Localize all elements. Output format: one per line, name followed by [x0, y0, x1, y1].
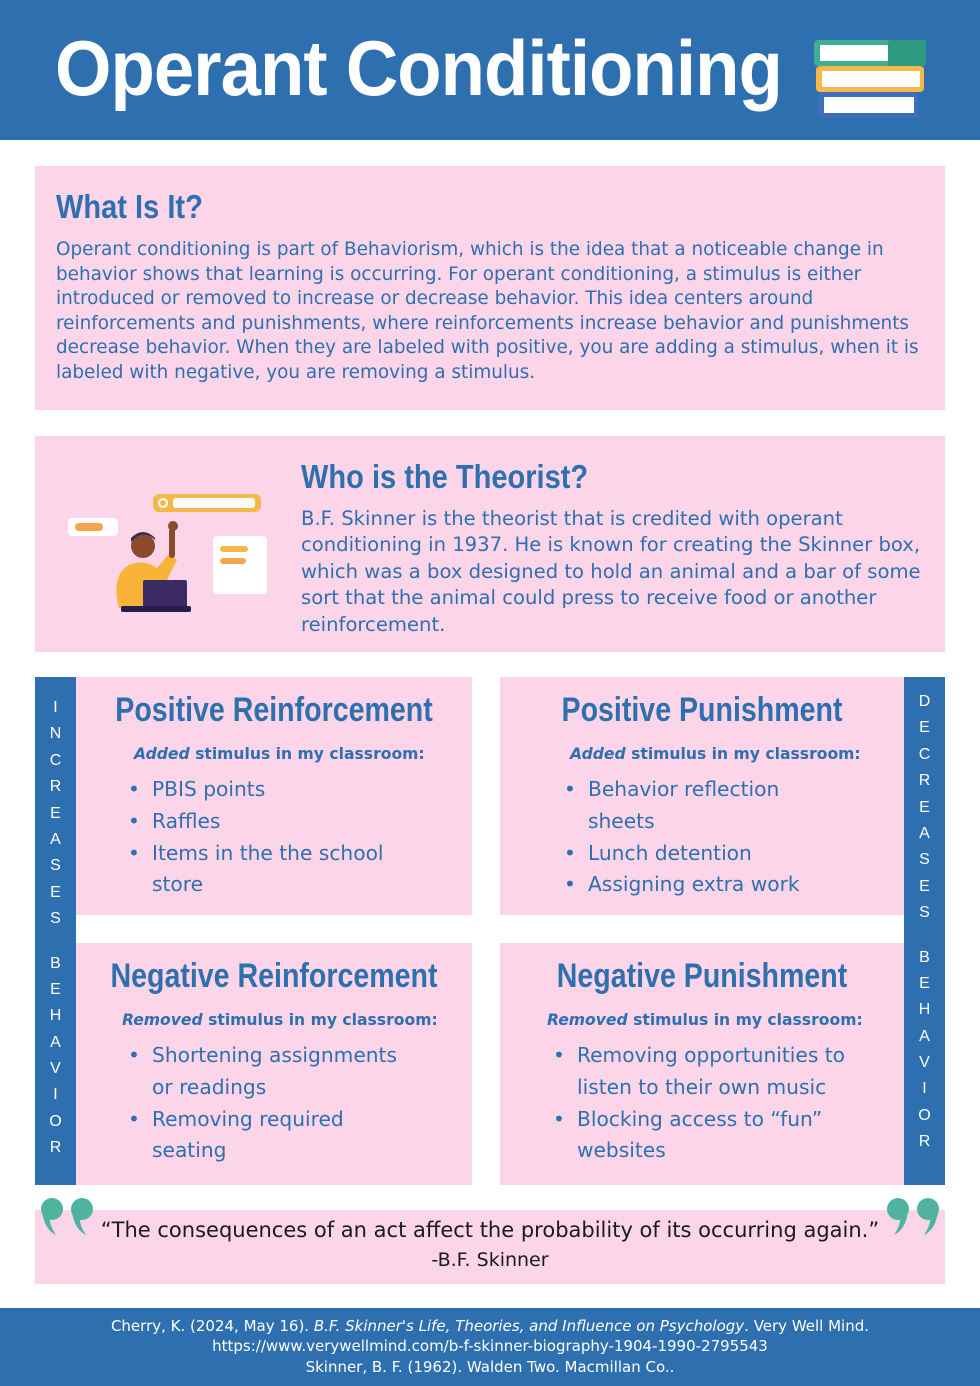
negative-punishment-subtitle [547, 1011, 863, 1029]
list-item: • Behavior reflection [564, 774, 800, 806]
sidebar-letter: I [53, 699, 58, 716]
list-item-continuation: websites [577, 1138, 666, 1163]
header-banner [0, 0, 980, 140]
sidebar-letter: O [49, 1112, 62, 1130]
positive-reinforcement-title: Positive Reinforcement [115, 691, 433, 729]
sub-rest: stimulus in my classroom: [625, 745, 861, 763]
sidebar-letter: H [49, 1007, 62, 1025]
references-footer [0, 1308, 980, 1386]
theorist-body: B.F. Skinner is the theorist that is credited with operant conditioning in 1937. He is known for creating the Skinner box, which was a box designed to hold an animal and a bar of some sort that the animal could press to receive food or another reinforcement. [301, 507, 921, 636]
list-item-continuation: or readings [152, 1074, 267, 1099]
positive-reinforcement-subtitle [134, 745, 425, 763]
sidebar-letter [904, 927, 945, 945]
what-is-it-section [35, 166, 945, 410]
list-item: • Shortening assignments [128, 1040, 397, 1072]
page-title: Operant Conditioning [55, 24, 782, 112]
sidebar-letter: E [919, 798, 930, 816]
sub-rest: stimulus in my classroom: [189, 745, 425, 763]
list-item: • Blocking access to “fun” [553, 1104, 845, 1136]
theorist-section [35, 436, 945, 652]
sidebar-letter: R [918, 1133, 931, 1151]
sidebar-letter: H [918, 1001, 931, 1019]
list-item: • Lunch detention [564, 838, 800, 870]
reference-1-url[interactable]: https://www.verywellmind.com/b-f-skinner-biography-1904-1990-2795543 [212, 1337, 768, 1356]
positive-punishment-title: Positive Punishment [561, 691, 843, 729]
reference-1-authors: Cherry, K. (2024, May 16). [110, 1317, 314, 1335]
negative-punishment-card [500, 943, 904, 1185]
reference-1-source: . Very Well Mind. [744, 1317, 870, 1335]
positive-reinforcement-list [128, 774, 384, 901]
open-quote-mark-icon [38, 1193, 100, 1239]
list-item: • Removing required [128, 1104, 397, 1136]
reference-1-title: B.F. Skinner's Life, Theories, and Influence on Psychology [313, 1317, 745, 1335]
decreases-behavior-sidebar [904, 677, 945, 1185]
increases-behavior-sidebar [35, 677, 76, 1185]
sub-rest: stimulus in my classroom: [627, 1011, 863, 1029]
sidebar-letter: D [918, 693, 931, 710]
sidebar-letter: E [50, 883, 61, 901]
sidebar-letter: E [919, 877, 930, 895]
negative-reinforcement-title: Negative Reinforcement [110, 957, 438, 995]
list-item-continuation: seating [152, 1138, 227, 1163]
sidebar-letter: E [919, 974, 930, 992]
what-body: Operant conditioning is part of Behaviorism, which is the idea that a noticeable change in behavior shows that learning is occurring. For operant conditioning, a stimulus is either introduced or removed to increase or decrease behavior. This idea centers around reinforcements and punishments, where reinforcements increase behavior and punishments decrease behavior. When they are labeled with positive, you are adding a stimulus, when it is labeled with negative, you are removing a stimulus. [56, 239, 919, 383]
reference-2: Skinner, B. F. (1962). Walden Two. Macmillan Co.. [305, 1357, 675, 1376]
negative-punishment-list [553, 1040, 845, 1167]
sidebar-letter: O [918, 1106, 931, 1124]
sidebar-letter: A [919, 1027, 930, 1045]
sub-rest: stimulus in my classroom: [202, 1011, 438, 1029]
sidebar-letter: A [50, 830, 61, 848]
what-heading: What Is It? [56, 188, 203, 225]
sidebar-letter: S [50, 857, 61, 875]
sidebar-letter: S [50, 910, 61, 928]
sub-emphasis: Added [570, 745, 626, 763]
sidebar-letter: N [49, 725, 62, 743]
sub-emphasis: Removed [547, 1011, 628, 1029]
sidebar-letter: S [919, 851, 930, 869]
negative-punishment-title: Negative Punishment [556, 957, 848, 995]
list-item-continuation: listen to their own music [577, 1074, 827, 1099]
increases-behavior-label [35, 695, 76, 1162]
negative-reinforcement-list [128, 1040, 397, 1167]
sidebar-letter: A [919, 824, 930, 842]
sub-emphasis: Removed [122, 1011, 203, 1029]
decreases-behavior-label [904, 689, 945, 1156]
close-quote-mark-icon [880, 1193, 942, 1239]
positive-punishment-card [500, 677, 904, 915]
sidebar-letter: S [919, 904, 930, 922]
sidebar-letter: E [919, 719, 930, 737]
positive-reinforcement-card [76, 677, 472, 915]
list-item-continuation: store [152, 872, 204, 897]
sidebar-letter: B [50, 954, 61, 972]
quote-box [35, 1210, 945, 1284]
list-item: • Raffles [128, 806, 384, 838]
positive-punishment-subtitle [570, 745, 861, 763]
sub-emphasis: Added [134, 745, 190, 763]
theorist-heading: Who is the Theorist? [301, 458, 589, 495]
books-stack-icon [810, 26, 935, 126]
sidebar-letter: R [918, 772, 931, 790]
negative-reinforcement-card [76, 943, 472, 1185]
sidebar-letter: E [50, 804, 61, 822]
list-item: • PBIS points [128, 774, 384, 806]
positive-punishment-list [564, 774, 800, 901]
list-item: • Items in the the school [128, 838, 384, 870]
quote-author: -B.F. Skinner [431, 1249, 549, 1271]
sidebar-letter: C [918, 745, 931, 763]
negative-reinforcement-subtitle [122, 1011, 438, 1029]
person-raising-hand-illustration [65, 488, 275, 618]
sidebar-letter: V [50, 1060, 61, 1078]
sidebar-letter: B [919, 948, 930, 966]
sidebar-letter [35, 933, 76, 951]
sidebar-letter: V [919, 1054, 930, 1072]
list-item: • Removing opportunities to [553, 1040, 845, 1072]
sidebar-letter: C [49, 751, 62, 769]
list-item-continuation: sheets [588, 808, 655, 833]
sidebar-letter: R [49, 778, 62, 796]
sidebar-letter: A [50, 1033, 61, 1051]
sidebar-letter: R [49, 1139, 62, 1157]
quote-text: “The consequences of an act affect the probability of its occurring again.” [100, 1218, 880, 1242]
sidebar-letter: E [50, 980, 61, 998]
sidebar-letter: I [922, 1080, 927, 1098]
list-item: • Assigning extra work [564, 869, 800, 901]
reference-1 [0, 1316, 980, 1336]
sidebar-letter: I [53, 1086, 58, 1104]
